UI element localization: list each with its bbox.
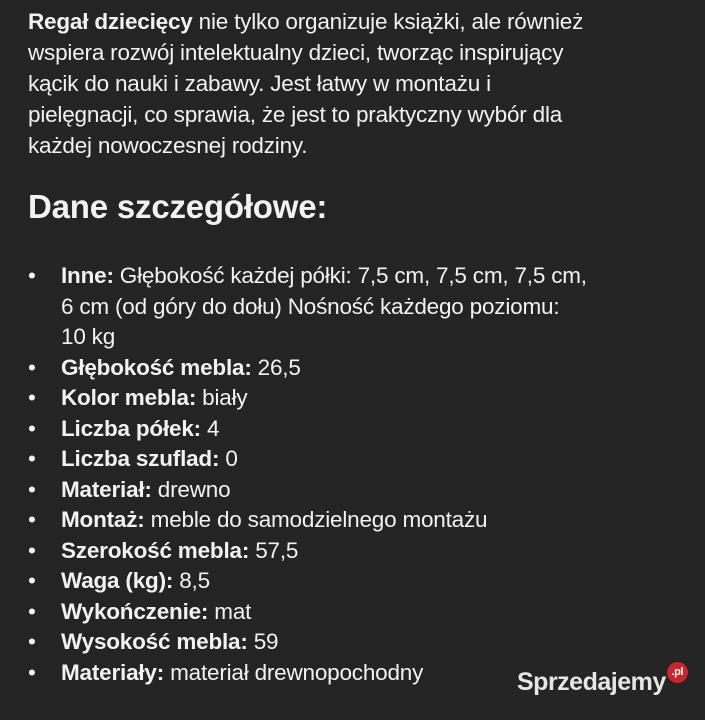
detail-item: • Materiał: drewno: [28, 476, 231, 502]
details-heading: Dane szczegółowe:: [28, 188, 328, 225]
detail-item: • Kolor mebla: biały: [28, 385, 248, 410]
description-line: Regał dziecięcy nie tylko organizuje książki, ale również: [28, 9, 584, 34]
details-list: [0, 261, 587, 688]
description: [28, 6, 583, 161]
detail-item: • Materiały: materiał drewnopochodny: [28, 659, 424, 685]
logo-badge: .pl: [667, 662, 688, 683]
sprzedajemy-watermark-logo: Sprzedajemy .pl: [517, 668, 666, 697]
detail-item: • Inne: Głębokość każdej półki: 7,5 cm, 7,5 cm, 7,5 cm, 6 cm (od góry do dołu) Nośność każdego poziomu: 10 kg: [28, 263, 587, 349]
detail-item: • Liczba szuflad: 0: [28, 446, 238, 471]
detail-item: • Wysokość mebla: 59: [28, 629, 279, 654]
detail-item: • Montaż: meble do samodzielnego montażu: [28, 507, 488, 532]
description-line: każdej nowoczesnej rodziny.: [28, 133, 308, 158]
detail-item: • Waga (kg): 8,5: [28, 568, 210, 593]
description-line: pielęgnacji, co sprawia, że jest to praktyczny wybór dla: [28, 102, 563, 127]
description-line: kącik do nauki i zabawy. Jest łatwy w montażu i: [28, 71, 491, 96]
detail-item: • Głębokość mebla: 26,5: [28, 354, 301, 380]
detail-item: • Liczba półek: 4: [28, 415, 220, 441]
detail-item: • Szerokość mebla: 57,5: [28, 537, 299, 563]
product-name: Regał dziecięcy: [28, 9, 193, 34]
description-line: wspiera rozwój intelektualny dzieci, tworząc inspirujący: [28, 40, 564, 65]
detail-item: • Wykończenie: mat: [28, 598, 252, 624]
